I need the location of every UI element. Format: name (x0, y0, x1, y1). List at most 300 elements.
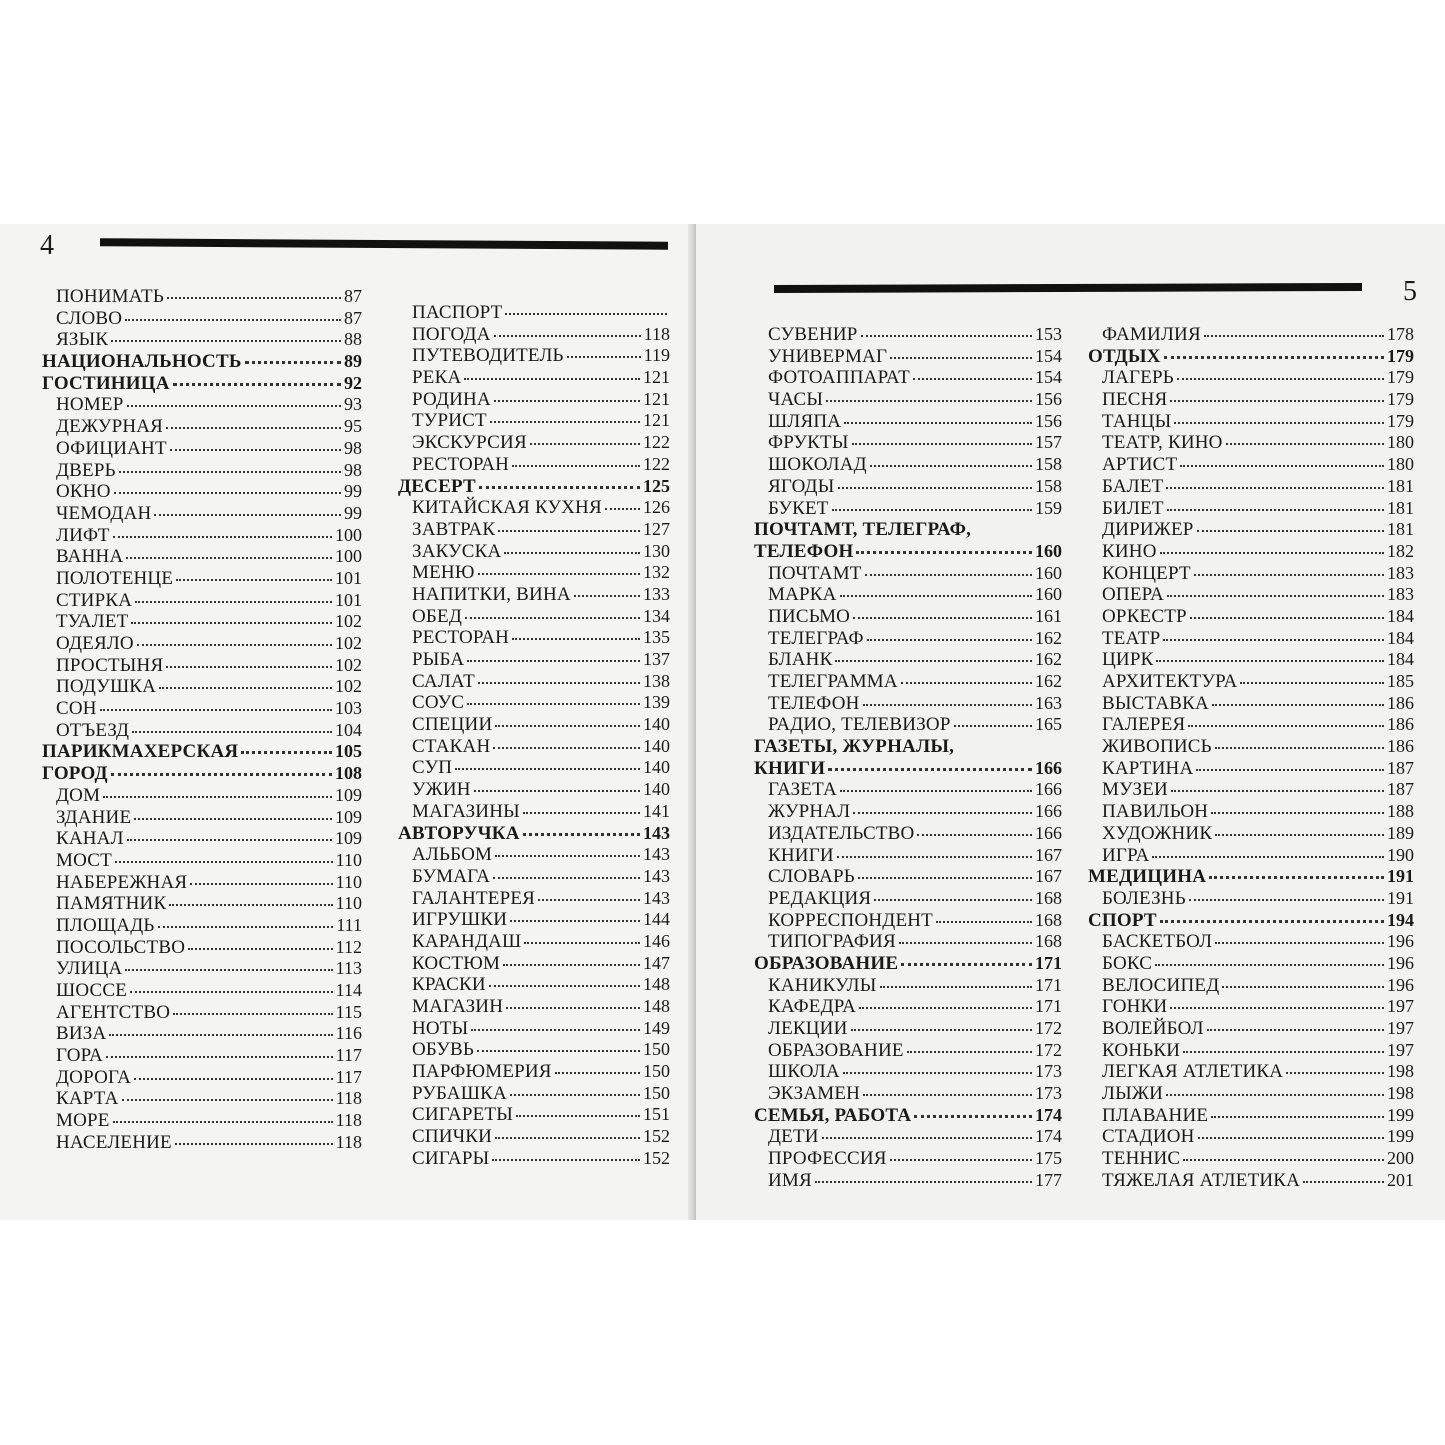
toc-entry-title: РЕСТОРАН (412, 627, 510, 649)
toc-entry (42, 915, 362, 937)
toc-entry-page: 181 (1387, 475, 1414, 496)
dot-leader (840, 788, 1032, 792)
dot-leader (1226, 441, 1384, 445)
dot-leader (241, 749, 332, 754)
dot-leader (176, 577, 332, 581)
toc-entry (1088, 367, 1414, 389)
toc-entry-title: КНИГИ (768, 844, 834, 866)
toc-entry (754, 411, 1062, 433)
toc-entry (754, 1040, 1062, 1062)
toc-entry-title: СОН (56, 698, 97, 720)
toc-entry-title: РЕДАКЦИЯ (768, 887, 872, 909)
dot-leader (493, 875, 640, 879)
toc-entry (42, 655, 362, 677)
toc-entry (398, 1083, 670, 1105)
toc-entry-page: 171 (1035, 996, 1062, 1017)
dot-leader (822, 1135, 1032, 1139)
toc-entry-title: ФРУКТЫ (768, 432, 849, 454)
dot-leader (914, 1113, 1032, 1118)
toc-entry-title: КОНЦЕРТ (1102, 562, 1191, 584)
toc-entry-page: 184 (1387, 627, 1414, 648)
toc-entry-title: ПАРИКМАХЕРСКАЯ (42, 741, 239, 763)
toc-entry-page: 173 (1035, 1083, 1062, 1104)
toc-entry (42, 525, 362, 547)
toc-entry (1088, 432, 1414, 454)
toc-entry-page: 168 (1035, 931, 1062, 952)
dot-leader (874, 897, 1032, 901)
toc-entry (1088, 389, 1414, 411)
toc-entry (42, 1067, 362, 1089)
toc-entry (754, 693, 1062, 715)
toc-entry-page: 110 (335, 871, 362, 892)
toc-entry (398, 324, 670, 346)
toc-entry-page: 140 (643, 735, 670, 756)
dot-leader (495, 853, 640, 857)
dot-leader (170, 447, 341, 451)
toc-entry-page: 102 (335, 654, 362, 675)
toc-section-entry (42, 351, 362, 373)
toc-entry-page: 182 (1387, 540, 1414, 561)
toc-entry (42, 1110, 362, 1132)
toc-entry-title: ШКОЛА (768, 1061, 840, 1083)
toc-entry-title: ОБРАЗОВАНИЕ (768, 1039, 904, 1061)
dot-leader (1215, 745, 1384, 749)
toc-entry-title: КОНЬКИ (1102, 1039, 1181, 1061)
toc-entry (754, 346, 1062, 368)
toc-entry-title: ТЕАТР (1102, 627, 1161, 649)
toc-entry-page: 98 (344, 459, 362, 480)
toc-entry-page: 201 (1387, 1169, 1414, 1190)
left-page (0, 224, 694, 1220)
toc-entry-page: 108 (335, 763, 362, 784)
dot-leader (113, 534, 332, 538)
dot-leader (114, 490, 341, 494)
toc-entry (42, 416, 362, 438)
toc-entry-title: БОЛЕЗНЬ (1102, 887, 1186, 909)
toc-entry-title: СЛОВО (56, 307, 123, 329)
toc-entry (42, 676, 362, 698)
toc-entry-page: 140 (643, 757, 670, 778)
toc-entry (398, 410, 670, 432)
toc-entry-page: 160 (1035, 584, 1062, 605)
toc-entry-title: АРТИСТ (1102, 454, 1178, 476)
toc-entry-title: ОТДЫХ (1088, 345, 1161, 367)
toc-entry-page: 95 (344, 416, 362, 437)
dot-leader (1198, 1135, 1384, 1139)
toc-entry (398, 996, 670, 1018)
toc-entry (398, 454, 670, 476)
dot-leader (1240, 680, 1384, 684)
toc-entry-title: ИГРА (1102, 844, 1150, 866)
dot-leader (1160, 918, 1384, 923)
toc-entry-title: ТЕЛЕГРАММА (768, 671, 898, 692)
toc-entry-title: ТУАЛЕТ (56, 611, 129, 633)
toc-entry-title: ДЕЖУРНАЯ (56, 416, 164, 438)
toc-entry-page: 154 (1035, 345, 1062, 366)
toc-entry-page: 130 (643, 540, 670, 561)
toc-entry (398, 844, 670, 866)
toc-entry (398, 974, 670, 996)
toc-entry (398, 519, 670, 541)
toc-entry-page: 150 (643, 1082, 670, 1103)
dot-leader (188, 946, 333, 950)
toc-entry-title: КАНИКУЛЫ (768, 974, 877, 996)
dot-leader (523, 831, 640, 836)
dot-leader (1166, 1092, 1384, 1096)
toc-entry-title: МУЗЕИ (1102, 779, 1168, 801)
dot-leader (111, 338, 341, 342)
toc-entry (1088, 454, 1414, 476)
toc-entry-title: КИТАЙСКАЯ КУХНЯ (412, 497, 602, 519)
toc-entry-title: СИГАРЕТЫ (412, 1104, 513, 1126)
toc-entry-page: 178 (1387, 324, 1414, 344)
toc-entry-title: ШЛЯПА (768, 410, 842, 432)
toc-entry (42, 611, 362, 633)
toc-entry-page: 87 (344, 307, 362, 328)
toc-entry-title: ДЕСЕРТ (398, 475, 476, 497)
toc-entry (1088, 649, 1414, 671)
dot-leader (1160, 550, 1384, 554)
toc-entry-page: 186 (1387, 736, 1414, 757)
toc-entry (1088, 1018, 1414, 1040)
toc-entry-title: ГАЗЕТА (768, 779, 837, 801)
toc-entry-title: ОКНО (56, 481, 111, 503)
dot-leader (840, 593, 1032, 597)
toc-entry (398, 497, 670, 519)
toc-entry-title: СЕМЬЯ, РАБОТА (754, 1104, 912, 1126)
toc-entry (1088, 1040, 1414, 1062)
dot-leader (135, 599, 332, 603)
toc-entry (754, 1170, 1062, 1192)
toc-entry-title: ЧАСЫ (768, 389, 824, 411)
toc-entry-title: КРАСКИ (412, 974, 486, 996)
toc-entry-page: 143 (643, 865, 670, 886)
toc-entry-title: НОМЕР (56, 394, 124, 416)
toc-entry-page: 198 (1387, 1061, 1414, 1082)
dot-leader (1167, 507, 1384, 511)
toc-entry-page: 121 (643, 410, 670, 431)
toc-entry-page: 122 (643, 432, 670, 453)
toc-entry (398, 1148, 670, 1170)
toc-entry-page: 180 (1387, 454, 1414, 475)
dot-leader (867, 637, 1032, 641)
toc-entry-page: 98 (344, 437, 362, 458)
toc-entry-page: 198 (1387, 1083, 1414, 1104)
toc-entry-title: МАРКА (768, 584, 837, 606)
toc-entry (398, 606, 670, 628)
toc-entry-page: 144 (643, 909, 670, 930)
toc-entry-title: ПИСЬМО (768, 605, 851, 627)
toc-entry (1088, 888, 1414, 910)
toc-entry-title: СТАКАН (412, 735, 491, 757)
toc-entry (1088, 779, 1414, 801)
toc-entry (754, 975, 1062, 997)
toc-entry-title: ДЕТИ (768, 1126, 819, 1148)
toc-section-entry (398, 476, 670, 498)
toc-entry-title: АРХИТЕКТУРА (1102, 671, 1238, 692)
toc-entry-page: 172 (1035, 1039, 1062, 1060)
toc-entry-page: 159 (1035, 497, 1062, 518)
toc-entry-page: 138 (643, 670, 670, 691)
toc-entry-title: НАБЕРЕЖНАЯ (56, 871, 188, 893)
dot-leader (130, 989, 333, 993)
toc-entry (42, 893, 362, 915)
toc-entry-page: 105 (335, 741, 362, 762)
dot-leader (913, 376, 1032, 380)
dot-leader (890, 1157, 1032, 1161)
toc-section-entry (1088, 910, 1414, 932)
toc-entry-title: ГОСТИНИЦА (42, 372, 170, 394)
toc-entry-page: 121 (643, 367, 670, 388)
dot-leader (858, 875, 1032, 879)
toc-entry-page: 93 (344, 394, 362, 415)
toc-entry-page: 184 (1387, 605, 1414, 626)
toc-entry (754, 432, 1062, 454)
dot-leader (125, 967, 332, 971)
toc-entry (754, 1083, 1062, 1105)
toc-entry (398, 1039, 670, 1061)
toc-entry-page: 110 (335, 893, 362, 914)
toc-entry-title: САЛАТ (412, 670, 475, 692)
dot-leader (1171, 788, 1384, 792)
toc-entry-title: ЯГОДЫ (768, 475, 835, 497)
toc-section-entry (754, 736, 1062, 758)
toc-entry (42, 590, 362, 612)
dot-leader (538, 897, 640, 901)
toc-entry-page: 183 (1387, 562, 1414, 583)
toc-entry (398, 562, 670, 584)
toc-entry (42, 958, 362, 980)
dot-leader (190, 881, 332, 885)
toc-entry-title: ЛЕКЦИИ (768, 1018, 848, 1039)
toc-entry (42, 828, 362, 850)
toc-entry-title: КАРТА (56, 1088, 119, 1110)
toc-entry-page: 113 (335, 958, 362, 979)
toc-entry-page: 102 (335, 633, 362, 653)
toc-entry-title: ТЯЖЕЛАЯ АТЛЕТИКА (1102, 1169, 1301, 1191)
toc-entry-title: КОСТЮМ (412, 952, 501, 974)
dot-leader (494, 333, 641, 337)
toc-entry-page: 125 (643, 475, 670, 496)
toc-entry-title: ПЛАВАНИЕ (1102, 1104, 1209, 1126)
dot-leader (506, 1005, 640, 1009)
toc-entry (398, 649, 670, 671)
toc-entry (1088, 563, 1414, 585)
toc-entry-page: 99 (344, 502, 362, 523)
dot-leader (464, 376, 640, 380)
toc-entry-page: 184 (1387, 649, 1414, 670)
toc-entry-page: 200 (1387, 1148, 1414, 1169)
dot-leader (479, 484, 640, 489)
toc-entry-page: 183 (1387, 584, 1414, 605)
toc-entry-page: 199 (1387, 1104, 1414, 1125)
dot-leader (103, 794, 332, 798)
toc-entry (1088, 584, 1414, 606)
toc-entry (754, 1148, 1062, 1170)
toc-entry (754, 801, 1062, 823)
toc-entry-page: 185 (1387, 671, 1414, 691)
dot-leader (1196, 767, 1384, 771)
toc-column (754, 324, 1062, 1192)
dot-leader (109, 1032, 332, 1036)
toc-entry-page: 143 (643, 822, 670, 843)
dot-leader (954, 723, 1032, 727)
toc-entry-page: 162 (1035, 671, 1062, 691)
toc-entry (398, 1018, 670, 1040)
dot-leader (495, 1135, 640, 1139)
toc-entry-title: ЗАВТРАК (412, 518, 496, 540)
toc-entry (42, 633, 362, 655)
toc-entry-page: 171 (1035, 952, 1062, 973)
toc-entry-title: ДОМ (56, 784, 101, 806)
toc-entry-title: НАПИТКИ, ВИНА (412, 583, 571, 605)
toc-entry-title: ПРОСТЫНЯ (56, 654, 164, 676)
toc-entry-page: 101 (335, 567, 362, 588)
dot-leader (605, 506, 640, 510)
dot-leader (1212, 702, 1384, 706)
toc-entry-title: ИГРУШКИ (412, 909, 508, 931)
toc-entry (754, 779, 1062, 801)
toc-entry-page: 100 (335, 546, 362, 567)
toc-entry-page: 180 (1387, 432, 1414, 453)
toc-entry-page: 196 (1387, 931, 1414, 952)
toc-entry (1088, 845, 1414, 867)
toc-entry-title: МЕДИЦИНА (1088, 866, 1207, 888)
toc-entry (42, 460, 362, 482)
dot-leader (1215, 832, 1384, 836)
dot-leader (1170, 1005, 1384, 1009)
toc-entry-title: БУМАГА (412, 865, 491, 887)
dot-leader (838, 485, 1033, 489)
dot-leader (490, 419, 640, 423)
toc-entry-title: РЕКА (412, 367, 462, 389)
toc-entry-page: 127 (643, 518, 670, 539)
toc-entry-page: 150 (643, 1039, 670, 1060)
toc-entry-page: 160 (1035, 540, 1062, 561)
dot-leader (115, 859, 333, 863)
dot-leader (870, 463, 1032, 467)
toc-entry-title: АЛЬБОМ (412, 844, 493, 866)
dot-leader (134, 1076, 333, 1080)
dot-leader (169, 902, 332, 906)
toc-entry (398, 931, 670, 953)
toc-entry-title: КАФЕДРА (768, 996, 857, 1018)
toc-entry-title: ЗДАНИЕ (56, 806, 132, 828)
toc-entry-title: ЛЕГКАЯ АТЛЕТИКА (1102, 1061, 1284, 1083)
toc-entry (1088, 1105, 1414, 1127)
toc-entry-page: 163 (1035, 692, 1062, 713)
dot-leader (494, 398, 640, 402)
toc-entry-page: 101 (335, 589, 362, 610)
toc-entry-title: СПЕЦИИ (412, 714, 493, 736)
toc-entry-page: 135 (643, 627, 670, 648)
toc-entry-title: БЛАНК (768, 649, 833, 671)
dot-leader (1183, 1157, 1384, 1161)
toc-section-entry (1088, 346, 1414, 368)
dot-leader (175, 1141, 333, 1145)
toc-entry-title: СПОРТ (1088, 909, 1157, 931)
toc-entry-title: ЧЕМОДАН (56, 502, 152, 524)
dot-leader (477, 1048, 640, 1052)
dot-leader (1197, 528, 1384, 532)
toc-entry-page: 133 (643, 583, 670, 604)
toc-entry-title: ОФИЦИАНТ (56, 437, 167, 459)
toc-entry (1088, 931, 1414, 953)
dot-leader (901, 961, 1032, 966)
toc-entry (42, 286, 362, 308)
dot-leader (555, 1070, 640, 1074)
dot-leader (510, 1092, 640, 1096)
dot-leader (1177, 376, 1384, 380)
toc-entry-title: ТУРИСТ (412, 410, 487, 432)
dot-leader (134, 816, 332, 820)
toc-entry (398, 1104, 670, 1126)
toc-entry-title: АВТОРУЧКА (398, 822, 520, 844)
dot-leader (1170, 398, 1384, 402)
toc-entry-title: ЦИРК (1102, 649, 1154, 671)
toc-entry-title: ГАЛЕРЕЯ (1102, 714, 1186, 736)
page-number: 5 (1403, 276, 1417, 307)
toc-entry (398, 627, 670, 649)
dot-leader (837, 854, 1032, 858)
toc-entry-page: 102 (335, 611, 362, 632)
toc-entry (1088, 498, 1414, 520)
toc-entry-title: ДВЕРЬ (56, 459, 116, 481)
toc-entry (398, 345, 670, 367)
toc-entry-page: 189 (1387, 822, 1414, 843)
dot-leader (173, 381, 341, 386)
toc-entry-title: МАГАЗИНЫ (412, 800, 520, 822)
toc-entry-page: 156 (1035, 410, 1062, 431)
toc-entry-title: ГАЗЕТЫ, ЖУРНАЛЫ, (754, 736, 955, 758)
toc-entry-title: СТАДИОН (1102, 1126, 1195, 1148)
dot-leader (1174, 420, 1384, 424)
toc-entry (398, 801, 670, 823)
toc-entry-page: 179 (1387, 410, 1414, 431)
toc-entry (1088, 324, 1414, 346)
dot-leader (512, 636, 640, 640)
dot-leader (917, 832, 1032, 836)
toc-entry-page: 115 (335, 1001, 362, 1022)
toc-section-entry (42, 763, 362, 785)
toc-entry-page: 158 (1035, 454, 1062, 475)
toc-entry-page: 148 (643, 996, 670, 1016)
toc-entry (42, 937, 362, 959)
toc-entry-page: 118 (335, 1131, 362, 1152)
toc-entry (754, 714, 1062, 736)
toc-entry (1088, 411, 1414, 433)
toc-entry-page: 166 (1035, 822, 1062, 843)
toc-entry-page: 109 (335, 806, 362, 827)
dot-leader (567, 354, 641, 358)
toc-section-entry (42, 741, 362, 763)
toc-entry (398, 389, 670, 411)
toc-entry-title: ХУДОЖНИК (1102, 822, 1213, 844)
toc-entry (398, 1061, 670, 1083)
toc-entry (754, 1061, 1062, 1083)
dot-leader (880, 984, 1033, 988)
toc-entry (42, 698, 362, 720)
toc-entry-page: 137 (643, 649, 670, 669)
toc-entry-page: 186 (1387, 692, 1414, 713)
toc-entry (42, 872, 362, 894)
toc-entry-title: ШОССЕ (56, 980, 128, 1001)
toc-entry-title: СПИЧКИ (412, 1126, 493, 1148)
toc-entry-page: 190 (1387, 844, 1414, 865)
dot-leader (492, 1157, 640, 1161)
dot-leader (574, 593, 640, 597)
dot-leader (167, 295, 341, 299)
